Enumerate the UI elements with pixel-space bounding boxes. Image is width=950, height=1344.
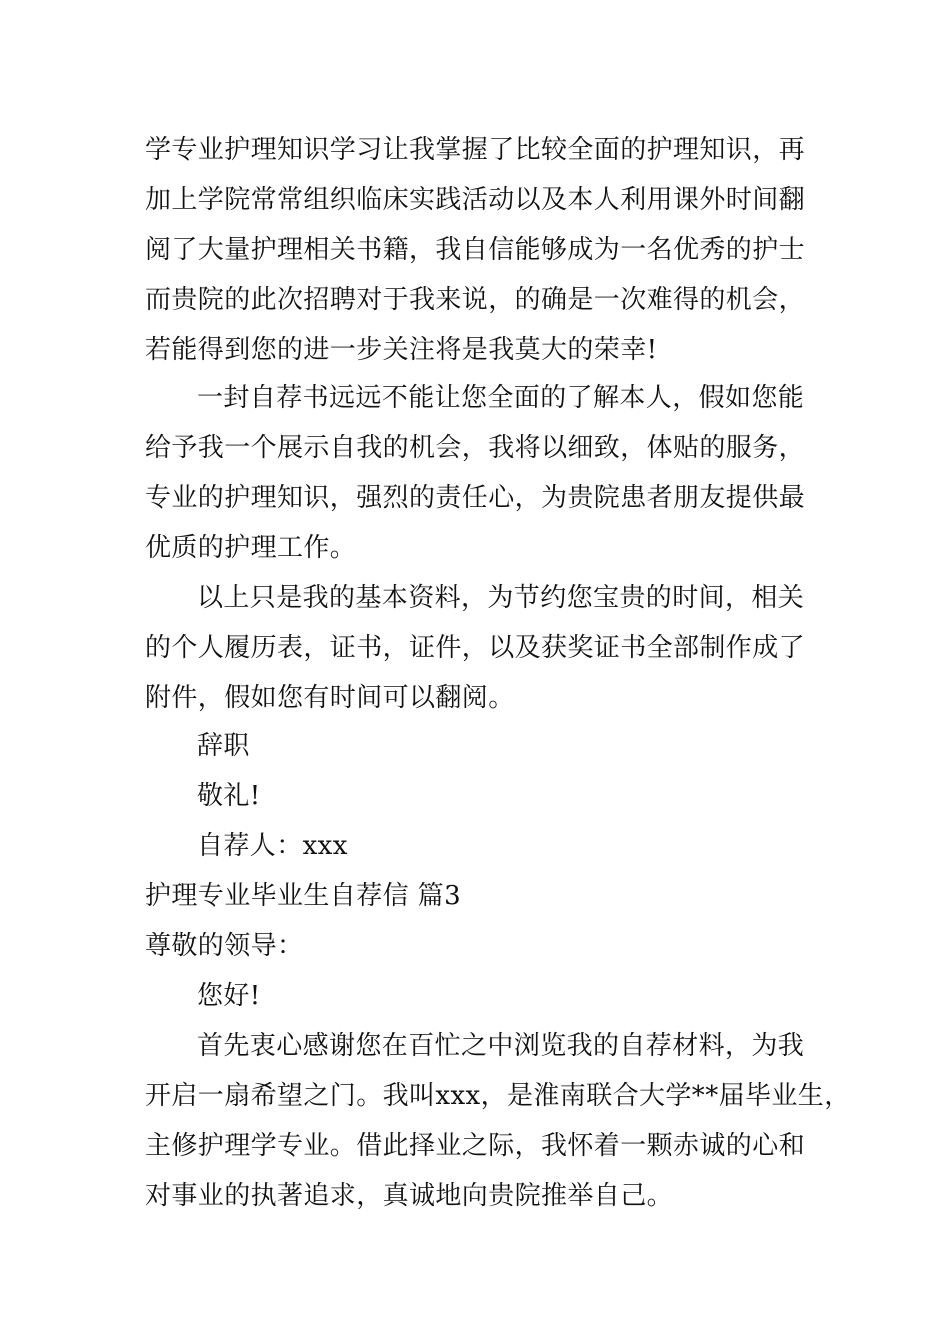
paragraph-start-line: 以上只是我的基本资料，为节约您宝贵的时间，相关 bbox=[197, 583, 805, 613]
body-line: 开启一扇希望之门。我叫xxx，是淮南联合大学**届毕业生， bbox=[145, 1081, 851, 1111]
body-line: 若能得到您的进一步关注将是我莫大的荣幸! bbox=[145, 335, 658, 365]
paragraph-start-line: 首先衷心感谢您在百忙之中浏览我的自荐材料，为我 bbox=[197, 1031, 805, 1061]
paragraph-start-line: 一封自荐书远远不能让您全面的了解本人，假如您能 bbox=[197, 383, 805, 413]
body-line: 附件，假如您有时间可以翻阅。 bbox=[145, 683, 515, 713]
greeting: 您好! bbox=[197, 981, 261, 1011]
body-line: 学专业护理知识学习让我掌握了比较全面的护理知识，再 bbox=[145, 135, 806, 165]
body-line: 主修护理学专业。借此择业之际，我怀着一颗赤诚的心和 bbox=[145, 1131, 806, 1161]
body-line: 加上学院常常组织临床实践活动以及本人利用课外时间翻 bbox=[145, 185, 806, 215]
section-title: 护理专业毕业生自荐信 篇3 bbox=[145, 881, 462, 911]
closing-line: 辞职 bbox=[197, 731, 250, 761]
signature-line: 自荐人：xxx bbox=[197, 831, 348, 861]
body-line: 阅了大量护理相关书籍，我自信能够成为一名优秀的护士 bbox=[145, 235, 806, 265]
body-line: 专业的护理知识，强烈的责任心，为贵院患者朋友提供最 bbox=[145, 483, 806, 513]
body-line: 对事业的执著追求，真诚地向贵院推举自己。 bbox=[145, 1181, 674, 1211]
body-line: 的个人履历表，证书，证件，以及获奖证书全部制作成了 bbox=[145, 633, 806, 663]
body-line: 给予我一个展示自我的机会，我将以细致，体贴的服务， bbox=[145, 433, 806, 463]
closing-salutation: 敬礼! bbox=[197, 781, 261, 811]
body-line: 而贵院的此次招聘对于我来说，的确是一次难得的机会， bbox=[145, 285, 806, 315]
salutation: 尊敬的领导： bbox=[145, 931, 304, 961]
body-line: 优质的护理工作。 bbox=[145, 533, 357, 563]
